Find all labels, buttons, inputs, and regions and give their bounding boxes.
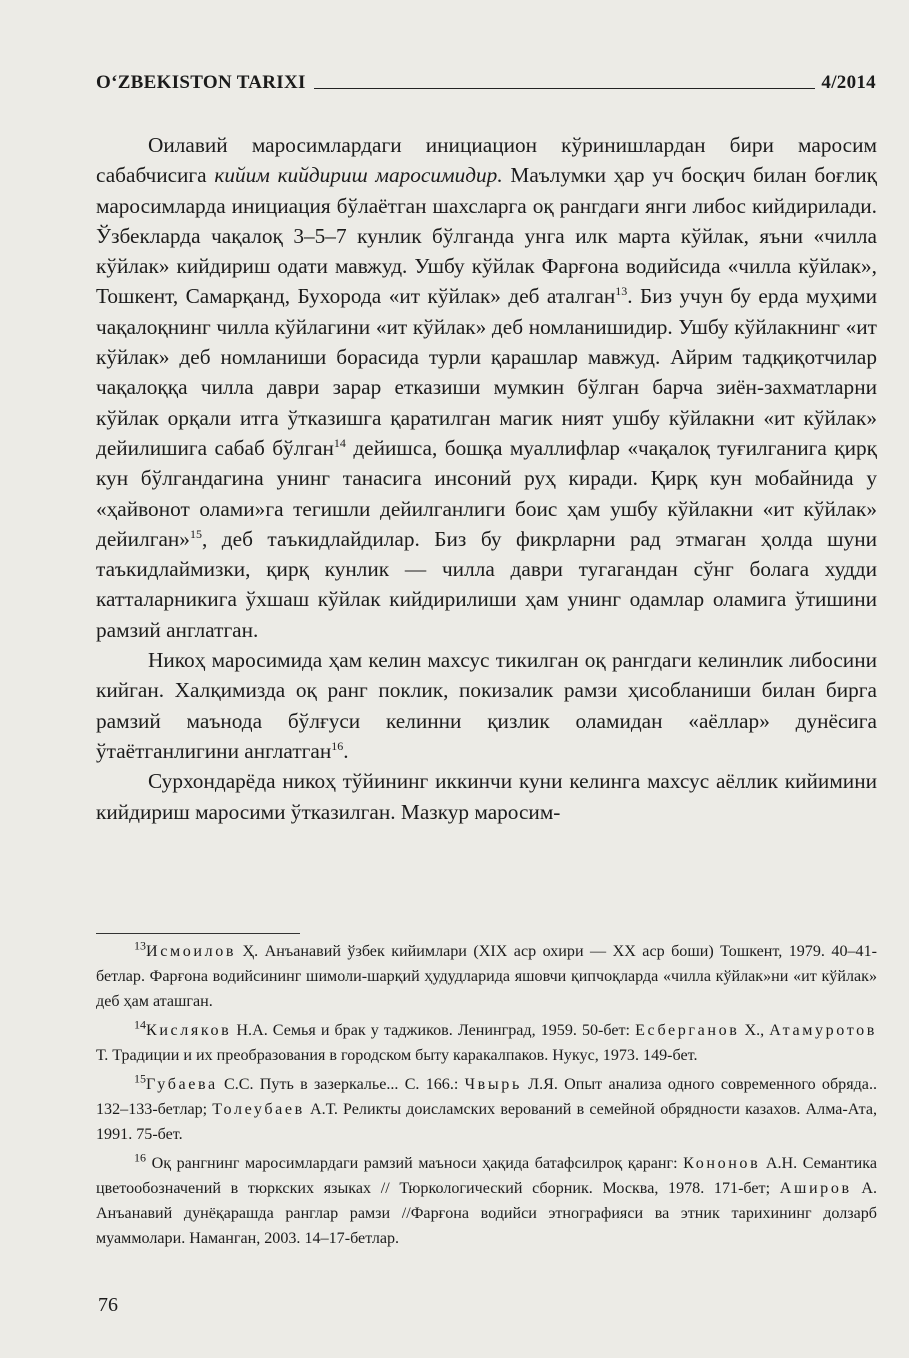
footnote-text: Н.А. Семья и брак у таджиков. Ленинград, 1959. 50-бет: bbox=[231, 1022, 636, 1039]
text-span: Никоҳ маросимида ҳам келин махсус тикилган оқ рангдаги келинлик либосини кийган. Халқимизда оқ ранг поклик, покизалик рамзи ҳисобланиши билан бирга рамзий маънода бўлғуси келинни қизлик оламидан «аёллар» дунёсига ўтаётганлигини англатган bbox=[96, 648, 877, 763]
text-span: . bbox=[343, 738, 349, 763]
footnote-number: 14 bbox=[134, 1017, 146, 1032]
footnote-text: А.Н. Семантика цветообозначений в тюркских языках // Тюркологический сборник. Москва, 1978. 171-бет; bbox=[96, 1155, 877, 1197]
footnote-text: Оқ рангнинг маросимлардаги рамзий маъноси ҳақида батафсилроқ қаранг: bbox=[146, 1155, 684, 1172]
paragraph-3: Сурхондарёда никоҳ тўйининг иккинчи куни келинга махсус аёллик кийимини кийдириш маросими ўтказилган. Мазкур маросим- bbox=[96, 769, 877, 824]
footnote-author: Атамуротов bbox=[769, 1022, 877, 1039]
text-span: , деб таъкидлайдилар. Биз бу фикрларни рад этмаган ҳолда шуни таъкидлаймизки, қирқ кунлик — чилла даври тугагандан сўнг болага худди катталарникига ўхшаш кўйлак кийдирилиши ҳам унинг одамлар оламига ўтишини рамзий англатган. bbox=[96, 526, 877, 642]
footnote-number: 13 bbox=[134, 938, 146, 953]
footnotes bbox=[96, 939, 877, 1255]
footnote-ref-16[interactable]: 16 bbox=[331, 738, 344, 753]
footnote-author: Толеубаев bbox=[212, 1101, 305, 1118]
emphasis-text: кийим кийдириш маросимидир. bbox=[214, 163, 503, 188]
page-number: 76 bbox=[98, 1294, 118, 1316]
footnote-author: Аширов bbox=[779, 1180, 852, 1197]
text-span: Маълумки ҳар уч босқич билан боғлиқ маросимларда инициация бўлаётган шахсларга оқ рангдаги янги либос кийдирилади. Ўзбекларда чақалоқ 3–5–7 кунлик бўлганда унга илк марта кўйлак, яъни «чилла кўйлак» кийдириш одати мавжуд. Ушбу кўйлак Фарғона водийсида «чилла кўйлак», Тошкент, Самарқанд, Бухорода «ит кўйлак» деб аталган bbox=[96, 163, 877, 309]
footnote-16 bbox=[96, 1151, 877, 1251]
journal-title: O‘ZBEKISTON TARIXI bbox=[96, 72, 306, 93]
footnote-number: 15 bbox=[134, 1071, 146, 1086]
footnote-13 bbox=[96, 939, 877, 1014]
footnote-text: Т. Традиции и их преобразования в городском быту каракалпаков. Нукус, 1973. 149-бет. bbox=[96, 1047, 698, 1064]
footnote-number: 16 bbox=[134, 1150, 146, 1165]
footnote-separator bbox=[96, 933, 300, 934]
text-span: . Биз учун бу ерда муҳими чақалоқнинг чилла кўйлагини «ит кўйлак» деб номланишидир. Ушбу кўйлакнинг «ит кўйлак» деб номланиши борасида турли қарашлар мавжуд. Айрим тадқиқотчилар чақалоққа чилла даври зарар етказиши мумкин бўлган барча зиён-захматларни кўйлак орқали итга ўтказишга қаратилган магик ният ушбу кўйлакни «ит кўйлак» дейилишига сабаб бўлган bbox=[96, 284, 877, 460]
footnote-author: Кисляков bbox=[146, 1022, 232, 1039]
footnote-text: С.С. Путь в зазеркалье... С. 166.: bbox=[217, 1076, 465, 1093]
footnote-text: Х., bbox=[739, 1022, 770, 1039]
issue-number: 4/2014 bbox=[821, 72, 876, 93]
footnote-author: Исмоилов bbox=[146, 943, 237, 960]
footnote-ref-14[interactable]: 14 bbox=[333, 435, 346, 450]
paragraph-2 bbox=[96, 645, 877, 766]
text-span: дейишса, бошқа муаллифлар «чақалоқ туғилганига қирқ кун бўлгандагина унинг танасига инсоний руҳ киради. Қирқ кун мобайнида у «ҳайвонот олами»га тегишли дейилганлиги боис ҳам ушбу кўйлакни «ит кўйлак» дейилган» bbox=[96, 435, 877, 551]
header-rule bbox=[314, 88, 816, 89]
running-header bbox=[96, 72, 876, 94]
paragraph-1 bbox=[96, 130, 877, 645]
footnote-text: Л.Я. Опыт анализа одного современного обряда.. 132–133-бетлар; bbox=[96, 1076, 877, 1118]
footnote-ref-15[interactable]: 15 bbox=[189, 526, 202, 541]
footnote-author: Губаева bbox=[146, 1076, 218, 1093]
text-span: Оилавий маросимлардаги инициацион кўринишлардан бири маросим сабабчисига bbox=[96, 133, 877, 188]
footnote-14 bbox=[96, 1018, 877, 1068]
footnote-author: Кононов bbox=[683, 1155, 761, 1172]
footnote-text: Ҳ. Анъанавий ўзбек кийимлари (XIX аср охири — XX аср боши) Тошкент, 1979. 40–41-бетлар. Фарғона водийсининг шимоли-шарқий ҳудудларида яшовчи қипчоқларда «чилла кўйлак»ни «ит кўйлак» деб ҳам аташган. bbox=[96, 943, 877, 1010]
footnote-author: Есберганов bbox=[635, 1022, 740, 1039]
footnote-15 bbox=[96, 1072, 877, 1147]
footnote-text: А.Т. Реликты доисламских верований в семейной обрядности казахов. Алма-Ата, 1991. 75-бет. bbox=[96, 1101, 877, 1143]
footnote-text: А. Анъанавий дунёқарашда ранглар рамзи //Фарғона водийси этнографияси ва этник тарихининг долзарб муаммолари. Наманган, 2003. 14–17-бетлар. bbox=[96, 1180, 877, 1247]
footnote-author: Чвырь bbox=[464, 1076, 522, 1093]
footnote-ref-13[interactable]: 13 bbox=[615, 284, 628, 299]
article-body bbox=[96, 130, 877, 827]
